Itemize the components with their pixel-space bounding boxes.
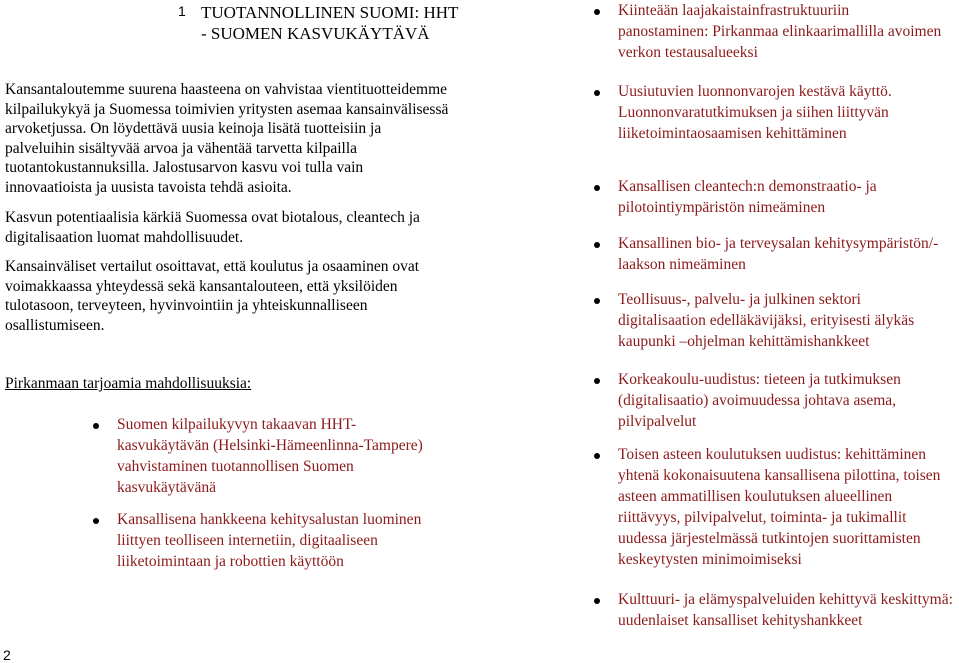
list-item: Kansallinen bio- ja terveysalan kehitysympäristön/-laakson nimeäminen xyxy=(618,235,939,273)
growth-paragraph: Kasvun potentiaalisia kärkiä Suomessa ovat biotalous, cleantech ja digitalisaation luomat mahdollisuudet. xyxy=(5,209,420,246)
bullet-dot xyxy=(594,185,600,191)
list-item: Kiinteään laajakaistainfrastruktuuriin panostaminen: Pirkanmaa elinkaarimallilla avoimen verkon testausalueeksi xyxy=(618,2,942,61)
bullet-dot xyxy=(594,90,600,96)
list-item: Kulttuuri- ja elämyspalveluiden kehittyvä keskittymä: uudenlaiset kansalliset kehityshankkeet xyxy=(618,591,953,629)
bullet-dot xyxy=(594,453,600,459)
bullet-dot xyxy=(93,423,99,429)
page-number: 1 xyxy=(178,3,186,19)
list-item: Uusiutuvien luonnonvarojen kestävä käyttö. Luonnonvaratutkimuksen ja siihen liittyvän liiketoimintaosaamisen kehittäminen xyxy=(618,83,892,142)
list-item: Kansallisena hankkeena kehitysalustan luominen liittyen teolliseen internetiin, digitaaliseen liiketoimintaan ja robottien käyttöön xyxy=(117,511,422,570)
intro-paragraph: Kansantaloutemme suurena haasteena on vahvistaa vientituotteidemme kilpailukykyä ja Suomessa toimivien yritysten asemaa kansainvälisessä arvoketjussa. On löydettävä uusia keinoja lisätä tuotteisiin ja palveluihin sisältyvää arvoa ja vähentää tarvetta kilpailla tuotantokustannuksilla. Jalostusarvon kasvu voi tulla vain innovaatioista ja uusista tavoista tehdä asioita. xyxy=(5,81,449,196)
list-item: Suomen kilpailukyvyn takaavan HHT-kasvukäytävän (Helsinki-Hämeenlinna-Tampere) vahvistaminen tuotannollisen Suomen kasvukäytävänä xyxy=(117,416,423,496)
bullet-dot xyxy=(594,9,600,15)
bullet-dot xyxy=(594,242,600,248)
list-item: Korkeakoulu-uudistus: tieteen ja tutkimuksen (digitalisaatio) avoimuudessa johtava asema, pilvipalvelut xyxy=(618,371,901,430)
bullet-dot xyxy=(594,378,600,384)
bullet-dot xyxy=(594,298,600,304)
list-item: Teollisuus-, palvelu- ja julkinen sektori digitalisaation edelläkävijäksi, erityisesti älykäs kaupunki –ohjelman kehittämishankkeet xyxy=(618,291,915,350)
bullet-dot xyxy=(93,518,99,524)
education-paragraph: Kansainväliset vertailut osoittavat, että koulutus ja osaaminen ovat voimakkaassa yhteydessä sekä kansantalouteen, että yksilöiden tulotasoon, terveyteen, hyvinvointiin ja yhteiskunnalliseen osallistumiseen. xyxy=(5,258,420,334)
section-heading: Pirkanmaan tarjoamia mahdollisuuksia: xyxy=(5,375,252,392)
bullet-dot xyxy=(594,598,600,604)
bottom-page-number: 2 xyxy=(3,647,11,663)
document-title: TUOTANNOLLINEN SUOMI: HHT - SUOMEN KASVUKÄYTÄVÄ xyxy=(201,3,459,43)
list-item: Kansallisen cleantech:n demonstraatio- ja pilotointiympäristön nimeäminen xyxy=(618,178,877,216)
list-item: Toisen asteen koulutuksen uudistus: kehittäminen yhtenä kokonaisuutena kansallisena pilottina, toisen asteen ammatillisen koulutuksen alueellinen riittävyys, pilvipalvelut, toiminta- ja tukimallit uudessa järjestelmässä tutkintojen suorittamisten keskeytysten minimoimiseksi xyxy=(618,446,941,568)
